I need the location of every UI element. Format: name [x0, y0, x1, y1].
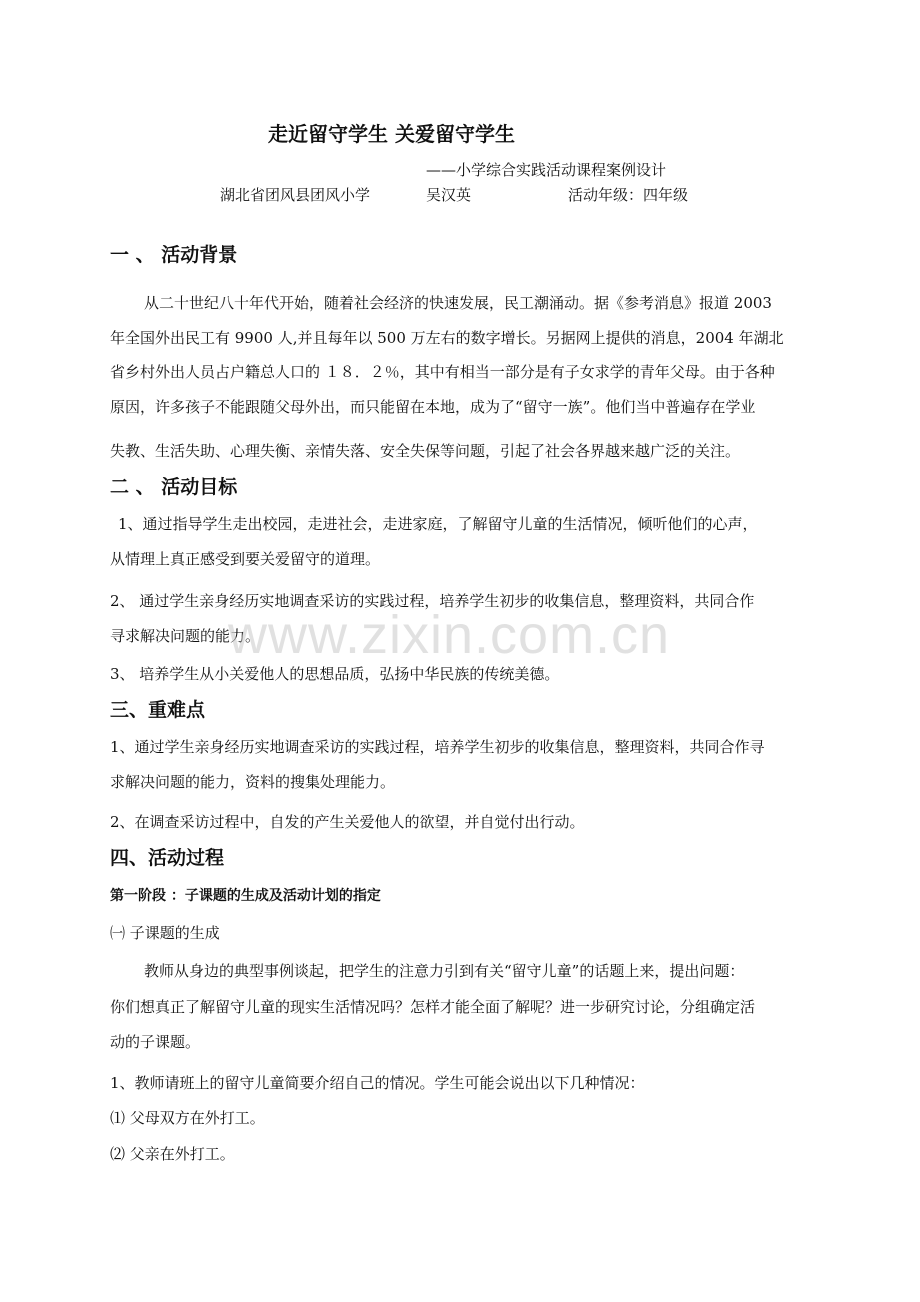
watermark: www.zixin.com.cn: [228, 605, 671, 665]
document-subtitle: ——小学综合实践活动课程案例设计: [426, 161, 667, 179]
section-heading-goals: 二 、 活动目标: [110, 476, 238, 498]
paragraph-line: 年全国外出民工有 9900 人,并且每年以 500 万左右的数字增长。另据网上提供的消息，2004 年湖北: [110, 329, 784, 347]
paragraph-line: 教师从身边的典型事例谈起，把学生的注意力引到有关“留守儿童”的话题上来，提出问题：: [144, 962, 745, 980]
document-title: 走近留守学生 关爱留守学生: [268, 122, 515, 146]
list-item: ⑵ 父亲在外打工。: [110, 1145, 235, 1163]
author-name: 吴汉英: [426, 186, 472, 204]
paragraph-line: 从二十世纪八十年代开始，随着社会经济的快速发展，民工潮涌动。据《参考消息》报道 2003: [144, 294, 772, 312]
paragraph-line: 2、 通过学生亲身经历实地调查采访的实践过程，培养学生初步的收集信息，整理资料，共同合作: [110, 592, 755, 610]
paragraph-line: 你们想真正了解留守儿童的现实生活情况吗？怎样才能全面了解呢？进一步研究讨论，分组确定活: [110, 998, 756, 1016]
paragraph-line: 1、通过学生亲身经历实地调查采访的实践过程，培养学生初步的收集信息，整理资料，共同合作寻: [110, 738, 765, 756]
paragraph-line: 1、通过指导学生走出校园，走进社会，走进家庭，了解留守儿童的生活情况，倾听他们的心声，: [118, 515, 758, 533]
section-heading-process: 四、活动过程: [110, 847, 225, 869]
paragraph-line: 2、在调查采访过程中，自发的产生关爱他人的欲望，并自觉付出行动。: [110, 813, 585, 831]
paragraph-line: 从情理上真正感受到要关爱留守的道理。: [110, 550, 381, 568]
paragraph-line: 寻求解决问题的能力。: [110, 627, 261, 645]
section-heading-key-points: 三、重难点: [110, 699, 206, 721]
stage-heading: 第一阶段 ：子课题的生成及活动计划的指定: [110, 888, 381, 904]
list-item: ⑴ 父母双方在外打工。: [110, 1109, 265, 1127]
paragraph-line: 动的子课题。: [110, 1033, 201, 1051]
section-heading-background: 一 、 活动背景: [110, 244, 238, 266]
school-name: 湖北省团风县团风小学: [220, 186, 371, 204]
paragraph-line: 1、教师请班上的留守儿童简要介绍自己的情况。学生可能会说出以下几种情况：: [110, 1074, 645, 1092]
paragraph-line: 省乡村外出人员占户籍总人口的 １８．２％，其中有相当一部分是有子女求学的青年父母。由于各种: [110, 363, 775, 381]
paragraph-line: 3、 培养学生从小关爱他人的思想品质，弘扬中华民族的传统美德。: [110, 665, 560, 683]
subheading: ㈠ 子课题的生成: [110, 924, 220, 942]
paragraph-line: 原因，许多孩子不能跟随父母外出，而只能留在本地，成为了“留守一族”。他们当中普遍存在学业: [110, 398, 756, 416]
grade-label: 活动年级：四年级: [568, 186, 689, 204]
paragraph-line: 求解决问题的能力，资料的搜集处理能力。: [110, 773, 396, 791]
paragraph-line: 失教、生活失助、心理失衡、亲情失落、安全失保等问题，引起了社会各界越来越广泛的关注。: [110, 442, 741, 460]
